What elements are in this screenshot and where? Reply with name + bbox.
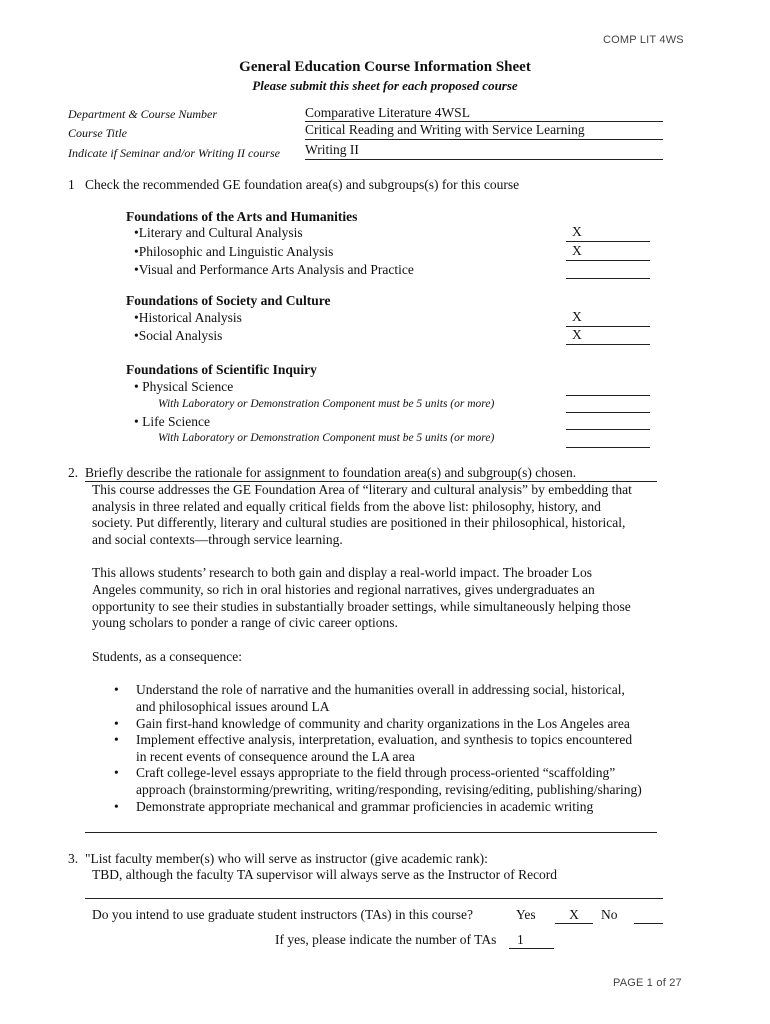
seminar-field[interactable] [305, 142, 663, 160]
note-physical-lab: With Laboratory or Demonstration Component must be 5 units (or more) [158, 398, 495, 410]
course-title-label: Course Title [68, 126, 128, 140]
list-item: • Craft college-level essays appropriate to the field through process-oriented “scaffolding” approach (brainstorming/prewriting, writing/responding, revising/editing, publishing/sharing) [114, 765, 642, 797]
q2-prompt: Briefly describe the rationale for assignment to foundation area(s) and subgroup(s) chosen. [85, 465, 657, 482]
q2-number: 2. [68, 465, 79, 480]
item-social: •Social Analysis [134, 328, 223, 343]
no-label: No [601, 907, 618, 922]
mark-physical-science[interactable] [566, 379, 650, 396]
item-visual: •Visual and Performance Arts Analysis and Practice [134, 262, 414, 277]
item-philosophic: •Philosophic and Linguistic Analysis [134, 244, 334, 259]
q1-number: 1 [68, 177, 75, 192]
mark-historical[interactable]: X [566, 309, 650, 327]
dept-value: Comparative Literature 4WSL [305, 105, 470, 120]
list-item: • Implement effective analysis, interpretation, evaluation, and synthesis to topics encountered in recent events of consequence around the LA area [114, 732, 633, 764]
q2-answer-underline [85, 832, 657, 833]
no-mark-field[interactable] [634, 907, 663, 924]
group-heading-society: Foundations of Society and Culture [126, 293, 331, 308]
ta-count-field[interactable]: 1 [509, 932, 554, 949]
page-number: PAGE 1 of 27 [613, 977, 682, 989]
dept-field[interactable] [305, 105, 663, 122]
note-life-lab: With Laboratory or Demonstration Component must be 5 units (or more) [158, 432, 495, 444]
course-title-field[interactable] [305, 122, 663, 140]
item-literary: •Literary and Cultural Analysis [134, 225, 303, 240]
mark-physical-lab[interactable] [566, 396, 650, 413]
ta-count-label: If yes, please indicate the number of TAs [275, 932, 497, 947]
q3-answer-underline [85, 898, 663, 899]
yes-label: Yes [516, 907, 536, 922]
group-heading-arts: Foundations of the Arts and Humanities [126, 209, 358, 224]
group-heading-science: Foundations of Scientific Inquiry [126, 362, 317, 377]
seminar-label: Indicate if Seminar and/or Writing II course [68, 146, 280, 160]
q1-prompt: Check the recommended GE foundation area(s) and subgroups(s) for this course [85, 177, 520, 192]
mark-literary[interactable]: X [566, 224, 650, 242]
page-subtitle: Please submit this sheet for each proposed course [252, 78, 518, 93]
q3-number: 3. [68, 851, 79, 866]
q2-answer[interactable] [92, 482, 662, 815]
rationale-para-3: Students, as a consequence: [92, 648, 242, 664]
q3-answer[interactable]: TBD, although the faculty TA supervisor will always serve as the Instructor of Record [92, 867, 558, 882]
list-item: • Demonstrate appropriate mechanical and grammar proficiencies in academic writing [114, 798, 594, 814]
item-historical: •Historical Analysis [134, 310, 242, 325]
page-title: General Education Course Information Sheet [239, 59, 531, 75]
course-title-value: Critical Reading and Writing with Service Learning [305, 122, 585, 137]
mark-social[interactable]: X [566, 327, 650, 345]
seminar-value: Writing II [305, 142, 359, 157]
mark-life-lab[interactable] [566, 431, 650, 448]
item-life-science: • Life Science [134, 414, 210, 429]
rationale-para-2: This allows students’ research to both gain and display a real-world impact. The broader Los Angeles community, so rich in oral histories and regional narratives, gives undergraduates an opportunity to see their studies in substantially broader settings, while simultaneously helping those young scholars to ponder a range of civic career options. [92, 565, 631, 631]
list-item: • Gain first-hand knowledge of community and charity organizations in the Los Angeles area [114, 715, 630, 731]
yes-mark-field[interactable]: X [555, 907, 593, 924]
course-code: COMP LIT 4WS [603, 34, 684, 46]
outcomes-list [92, 682, 662, 815]
ta-question: Do you intend to use graduate student instructors (TAs) in this course? [92, 907, 473, 922]
mark-life-science[interactable] [566, 413, 650, 430]
rationale-para-1: This course addresses the GE Foundation Area of “literary and cultural analysis” by embedding that analysis in three related and equally critical fields from the above list: philosophy, history, and society. Put differently, literary and cultural studies are positioned in their philosophical, historical, and social contexts—through service learning. [92, 482, 632, 547]
q3-prompt: "List faculty member(s) who will serve as instructor (give academic rank): [85, 851, 488, 866]
item-physical-science: • Physical Science [134, 379, 234, 394]
mark-philosophic[interactable]: X [566, 243, 650, 261]
mark-visual[interactable] [566, 261, 650, 279]
list-item: • Understand the role of narrative and the humanities overall in addressing social, historical, and philosophical issues around LA [114, 682, 625, 714]
dept-label: Department & Course Number [68, 107, 217, 121]
